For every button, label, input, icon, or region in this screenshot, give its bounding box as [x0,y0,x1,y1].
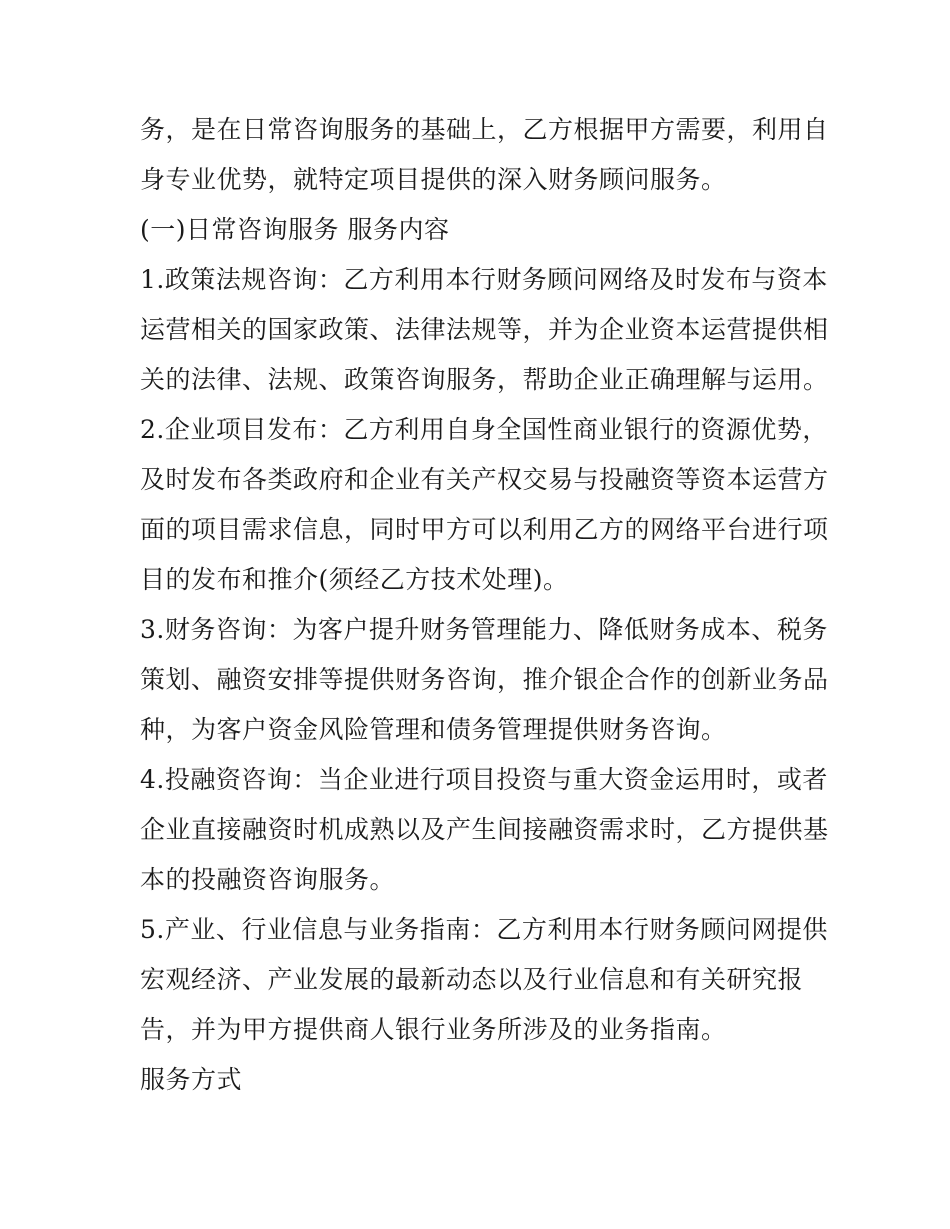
text-line: 宏观经济、产业发展的最新动态以及行业信息和有关研究报 [140,965,804,994]
text-line: 种，为客户资金风险管理和债务管理提供财务咨询。 [140,715,727,744]
text-line: 运营相关的国家政策、法律法规等，并为企业资本运营提供相 [140,315,829,344]
text-line: 告，并为甲方提供商人银行业务所涉及的业务指南。 [140,1015,727,1044]
text-line: 关的法律、法规、政策咨询服务，帮助企业正确理解与运用。 [140,365,829,394]
text-line: 及时发布各类政府和企业有关产权交易与投融资等资本运营方 [140,465,829,494]
list-item-2: 2.企业项目发布：乙方利用自身全国性商业银行的资源优势， [140,415,828,444]
text-line: 目的发布和推介(须经乙方技术处理)。 [140,565,569,594]
body-text [140,107,829,1107]
text-line: 面的项目需求信息，同时甲方可以利用乙方的网络平台进行项 [140,515,829,544]
text-line: 策划、融资安排等提供财务咨询，推介银企合作的创新业务品 [140,665,829,694]
text-line: 本的投融资咨询服务。 [140,865,396,894]
text-line: 企业直接融资时机成熟以及产生间接融资需求时，乙方提供基 [140,815,829,844]
list-item-1: 1.政策法规咨询：乙方利用本行财务顾问网络及时发布与资本 [140,265,828,294]
list-item-3: 3.财务咨询：为客户提升财务管理能力、降低财务成本、税务 [140,615,828,644]
section-heading: (一)日常咨询服务 服务内容 [140,215,450,244]
subsection-heading: 服务方式 [140,1065,243,1094]
list-item-4: 4.投融资咨询：当企业进行项目投资与重大资金运用时，或者 [140,765,828,794]
list-item-5: 5.产业、行业信息与业务指南：乙方利用本行财务顾问网提供 [140,915,828,944]
text-line: 务，是在日常咨询服务的基础上，乙方根据甲方需要，利用自 [140,115,829,144]
text-line: 身专业优势，就特定项目提供的深入财务顾问服务。 [140,165,727,194]
